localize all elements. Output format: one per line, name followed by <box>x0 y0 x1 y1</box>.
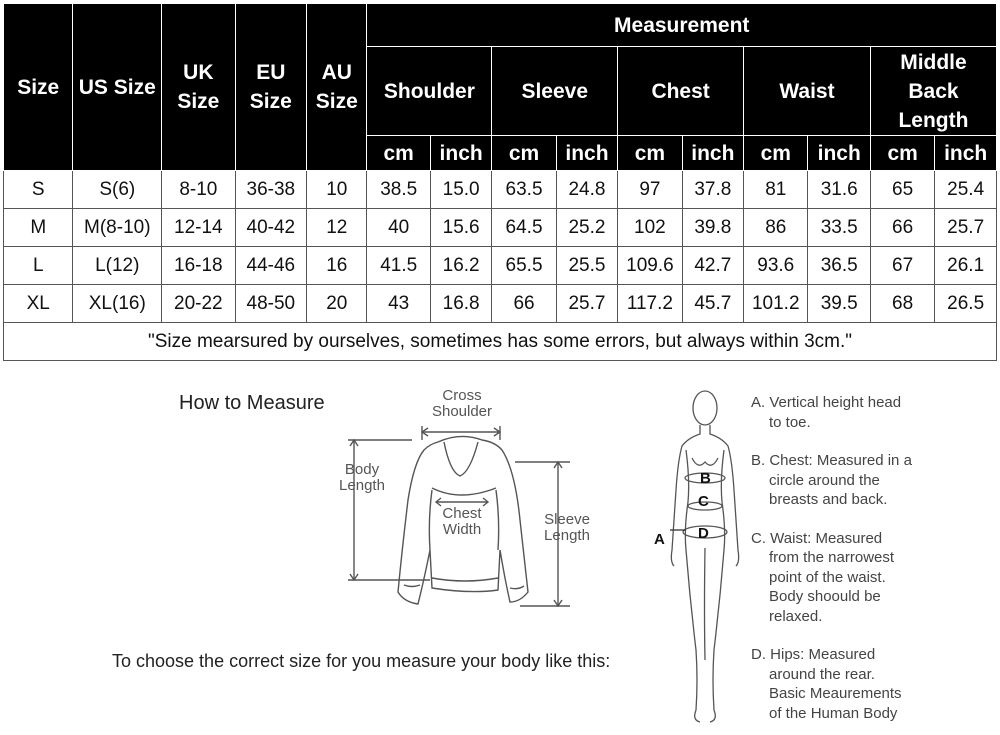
header-sleeve: Sleeve <box>492 47 618 136</box>
header-unit: inch <box>808 136 870 171</box>
note-c-line: C. Waist: Measured <box>751 529 883 547</box>
header-uk-size: UK Size <box>162 4 236 171</box>
choose-size-text: To choose the correct size for you measure your body like this: <box>112 651 611 671</box>
header-unit: inch <box>430 136 491 171</box>
chest-width-label-1: Chest <box>442 505 482 522</box>
measurement-notes <box>751 393 996 723</box>
table-cell: 12-14 <box>162 209 236 247</box>
table-cell: 38.5 <box>367 171 430 209</box>
table-cell: 45.7 <box>682 285 743 323</box>
sleeve-length-label-1: Sleeve <box>544 511 590 528</box>
table-cell: 40-42 <box>235 209 306 247</box>
note-c-line: relaxed. <box>769 607 823 625</box>
note-d <box>751 645 996 723</box>
table-cell: 10 <box>307 171 367 209</box>
table-cell: 97 <box>618 171 682 209</box>
table-cell: 65.5 <box>492 247 556 285</box>
table-cell: 24.8 <box>556 171 617 209</box>
table-cell: 15.6 <box>430 209 491 247</box>
figure-letter-c: C <box>698 493 709 510</box>
body-length-label-2: Length <box>339 477 385 494</box>
table-cell: XL <box>4 285 73 323</box>
table-cell: 40 <box>367 209 430 247</box>
table-cell: 20-22 <box>162 285 236 323</box>
table-cell: 64.5 <box>492 209 556 247</box>
note-a-line: to toe. <box>769 413 811 431</box>
table-cell: 63.5 <box>492 171 556 209</box>
table-cell: 20 <box>307 285 367 323</box>
how-to-measure-title: How to Measure <box>179 392 325 414</box>
note-c <box>751 529 996 627</box>
table-cell: 48-50 <box>235 285 306 323</box>
table-cell: XL(16) <box>73 285 162 323</box>
table-cell: 42.7 <box>682 247 743 285</box>
table-cell: 44-46 <box>235 247 306 285</box>
table-cell: 36.5 <box>808 247 870 285</box>
table-cell: 41.5 <box>367 247 430 285</box>
table-cell: 81 <box>744 171 808 209</box>
table-cell: 12 <box>307 209 367 247</box>
jacket-measure-diagram <box>320 380 610 620</box>
header-chest: Chest <box>618 47 744 136</box>
table-cell: 117.2 <box>618 285 682 323</box>
table-cell: 66 <box>492 285 556 323</box>
header-shoulder: Shoulder <box>367 47 492 136</box>
sleeve-length-label-2: Length <box>544 527 590 544</box>
cross-shoulder-label-2: Shoulder <box>431 403 493 420</box>
table-row <box>4 247 997 285</box>
header-au-size: AU Size <box>307 4 367 171</box>
table-cell: 15.0 <box>430 171 491 209</box>
table-cell: 33.5 <box>808 209 870 247</box>
table-cell: L(12) <box>73 247 162 285</box>
note-d-line: Basic Meaurements <box>769 685 902 702</box>
table-cell: 93.6 <box>744 247 808 285</box>
figure-letter-d: D <box>698 525 709 542</box>
table-cell: 68 <box>870 285 934 323</box>
table-cell: 16.2 <box>430 247 491 285</box>
table-cell: 65 <box>870 171 934 209</box>
header-eu-size: EU Size <box>235 4 306 171</box>
table-cell: M <box>4 209 73 247</box>
table-cell: S <box>4 171 73 209</box>
figure-letter-b: B <box>700 470 711 487</box>
table-cell: 26.1 <box>935 247 997 285</box>
table-cell: 8-10 <box>162 171 236 209</box>
note-c-line: from the narrowest <box>769 549 895 566</box>
table-cell: 25.2 <box>556 209 617 247</box>
header-unit: inch <box>935 136 997 171</box>
header-unit: cm <box>870 136 934 171</box>
table-cell: 16 <box>307 247 367 285</box>
header-unit: cm <box>492 136 556 171</box>
table-cell: L <box>4 247 73 285</box>
table-row <box>4 171 997 209</box>
note-c-line: point of the waist. <box>769 568 886 586</box>
table-cell: 36-38 <box>235 171 306 209</box>
note-d-line: of the Human Body <box>769 704 898 722</box>
table-body <box>4 171 997 323</box>
table-cell: 102 <box>618 209 682 247</box>
note-b <box>751 451 996 510</box>
note-b-line: breasts and back. <box>769 491 888 508</box>
note-b-line: circle around the <box>769 471 880 489</box>
table-cell: 25.4 <box>935 171 997 209</box>
table-cell: 16.8 <box>430 285 491 323</box>
note-d-line: around the rear. <box>769 665 875 683</box>
figure-letter-a: A <box>654 531 665 548</box>
table-cell: 25.7 <box>556 285 617 323</box>
table-cell: 109.6 <box>618 247 682 285</box>
note-a-line: A. Vertical height head <box>751 394 902 411</box>
header-waist: Waist <box>744 47 871 136</box>
table-cell: 37.8 <box>682 171 743 209</box>
header-unit: cm <box>618 136 682 171</box>
table-cell: 31.6 <box>808 171 870 209</box>
table-row <box>4 285 997 323</box>
table-cell: 39.5 <box>808 285 870 323</box>
header-unit: inch <box>682 136 743 171</box>
table-cell: S(6) <box>73 171 162 209</box>
note-d-line: D. Hips: Measured <box>751 646 876 663</box>
note-b-line: B. Chest: Measured in a <box>751 452 912 469</box>
table-row <box>4 209 997 247</box>
note-c-line: Body shoould be <box>769 588 881 605</box>
table-cell: M(8-10) <box>73 209 162 247</box>
header-size: Size <box>4 4 73 171</box>
table-cell: 86 <box>744 209 808 247</box>
body-measure-figure <box>640 380 750 730</box>
body-length-label-1: Body <box>344 461 380 478</box>
header-middle-back-length: Middle Back Length <box>870 47 996 136</box>
size-note: "Size mearsured by ourselves, sometimes has some errors, but always within 3cm." <box>4 323 997 361</box>
cross-shoulder-label-1: Cross <box>442 387 482 404</box>
table-cell: 16-18 <box>162 247 236 285</box>
header-unit: cm <box>744 136 808 171</box>
header-unit: inch <box>556 136 617 171</box>
header-unit: cm <box>367 136 430 171</box>
table-cell: 101.2 <box>744 285 808 323</box>
table-cell: 39.8 <box>682 209 743 247</box>
table-cell: 67 <box>870 247 934 285</box>
table-cell: 25.7 <box>935 209 997 247</box>
table-cell: 26.5 <box>935 285 997 323</box>
table-cell: 25.5 <box>556 247 617 285</box>
size-chart-table <box>3 3 997 361</box>
header-measurement: Measurement <box>367 4 997 47</box>
header-us-size: US Size <box>73 4 162 171</box>
human-body-illustration <box>640 380 750 730</box>
table-cell: 43 <box>367 285 430 323</box>
table-cell: 66 <box>870 209 934 247</box>
chest-width-label-2: Width <box>442 521 482 538</box>
note-a <box>751 393 996 432</box>
